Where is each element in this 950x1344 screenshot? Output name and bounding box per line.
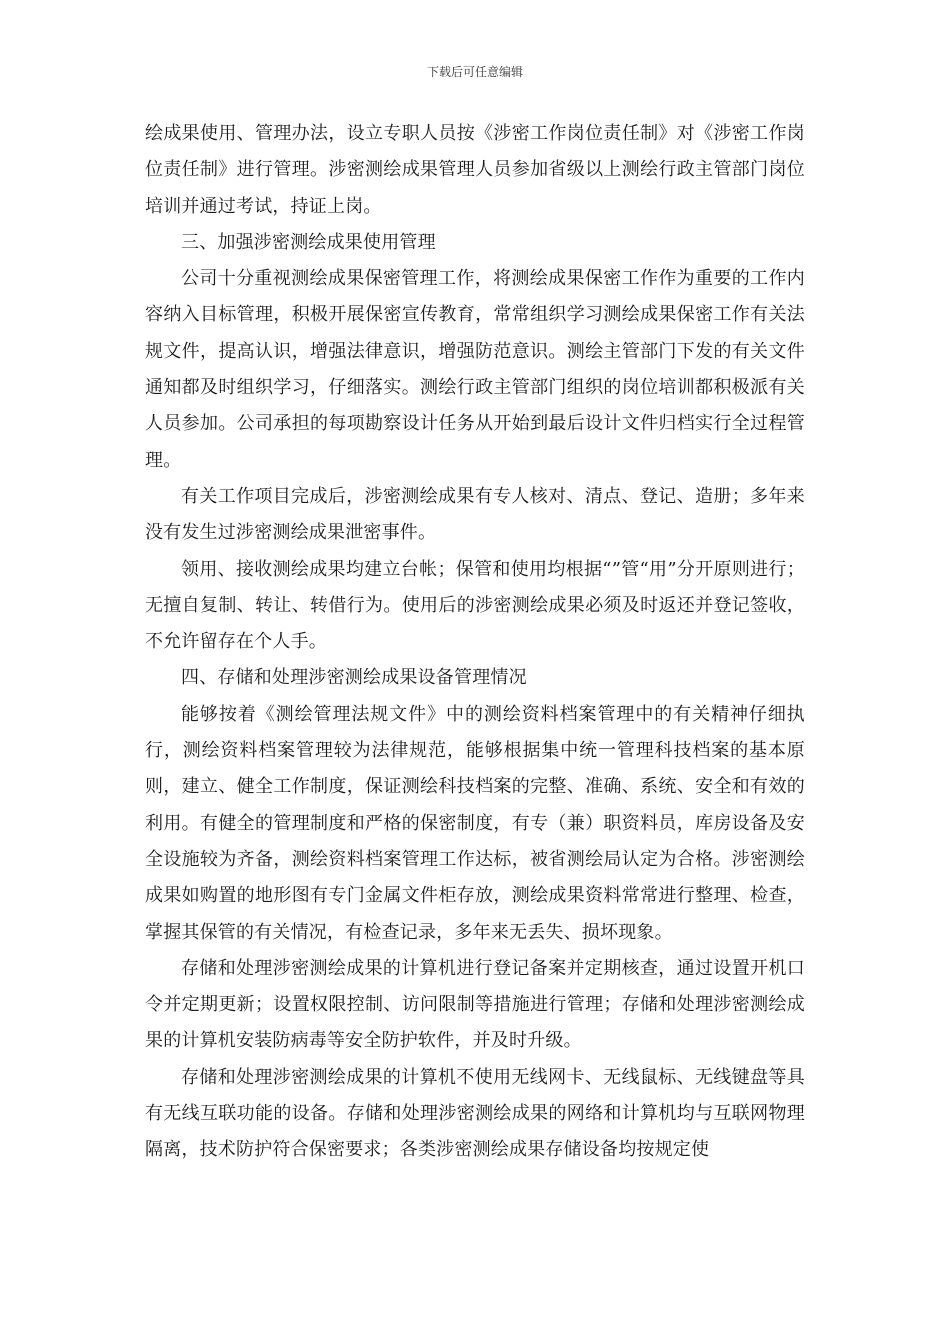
section-heading-4: 四、存储和处理涉密测绘成果设备管理情况 <box>181 667 527 689</box>
section-heading-3: 三、加强涉密测绘成果使用管理 <box>181 231 436 253</box>
page-header: 下载后可任意编辑 <box>426 65 523 79</box>
paragraph-6: 存储和处理涉密测绘成果的计算机进行登记备案并定期核查，通过设置开机口令并定期更新；设置权限控制、访问限制等措施进行管理；存储和处理涉密测绘成果的计算机安装防病毒等安全防护软件，并及时升级。 <box>145 957 805 1052</box>
paragraph-7: 存储和处理涉密测绘成果的计算机不使用无线网卡、无线鼠标、无线键盘等具有无线互联功能的设备。存储和处理涉密测绘成果的网络和计算机均与互联网物理隔离，技术防护符合保密要求；各类涉密测绘成果存储设备均按规定使 <box>145 1066 805 1161</box>
paragraph-5: 能够按着《测绘管理法规文件》中的测绘资料档案管理中的有关精神仔细执行，测绘资料档案管理较为法律规范，能够根据集中统一管理科技档案的基本原则，建立、健全工作制度，保证测绘科技档案的完整、准确、系统、安全和有效的利用。有健全的管理制度和严格的保密制度，有专（兼）职资料员，库房设备及安全设施较为齐备，测绘资料档案管理工作达标，被省测绘局认定为合格。涉密测绘成果如购置的地形图有专门金属文件柜存放，测绘成果资料常常进行整理、检查，掌握其保管的有关情况，有检查记录，多年来无丢失、损坏现象。 <box>145 703 805 943</box>
paragraph-4: 领用、接收测绘成果均建立台帐；保管和使用均根据“”管“用”分开原则进行；无擅自复制、转让、转借行为。使用后的涉密测绘成果必须及时返还并登记签收，不允许留存在个人手。 <box>145 558 805 653</box>
document-body <box>145 116 805 1169</box>
paragraph-2: 公司十分重视测绘成果保密管理工作，将测绘成果保密工作作为重要的工作内容纳入目标管理，积极开展保密宣传教育，常常组织学习测绘成果保密工作有关法规文件，提高认识，增强法律意识，增强防范意识。测绘主管部门下发的有关文件通知都及时组织学习，仔细落实。测绘行政主管部门组织的岗位培训都积极派有关人员参加。公司承担的每项勘察设计任务从开始到最后设计文件归档实行全过程管理。 <box>145 268 805 471</box>
paragraph-3: 有关工作项目完成后，涉密测绘成果有专人核对、清点、登记、造册；多年来没有发生过涉密测绘成果泄密事件。 <box>145 485 805 544</box>
paragraph-1: 绘成果使用、管理办法，设立专职人员按《涉密工作岗位责任制》对《涉密工作岗位责任制》进行管理。涉密测绘成果管理人员参加省级以上测绘行政主管部门岗位培训并通过考试，持证上岗。 <box>145 123 805 217</box>
